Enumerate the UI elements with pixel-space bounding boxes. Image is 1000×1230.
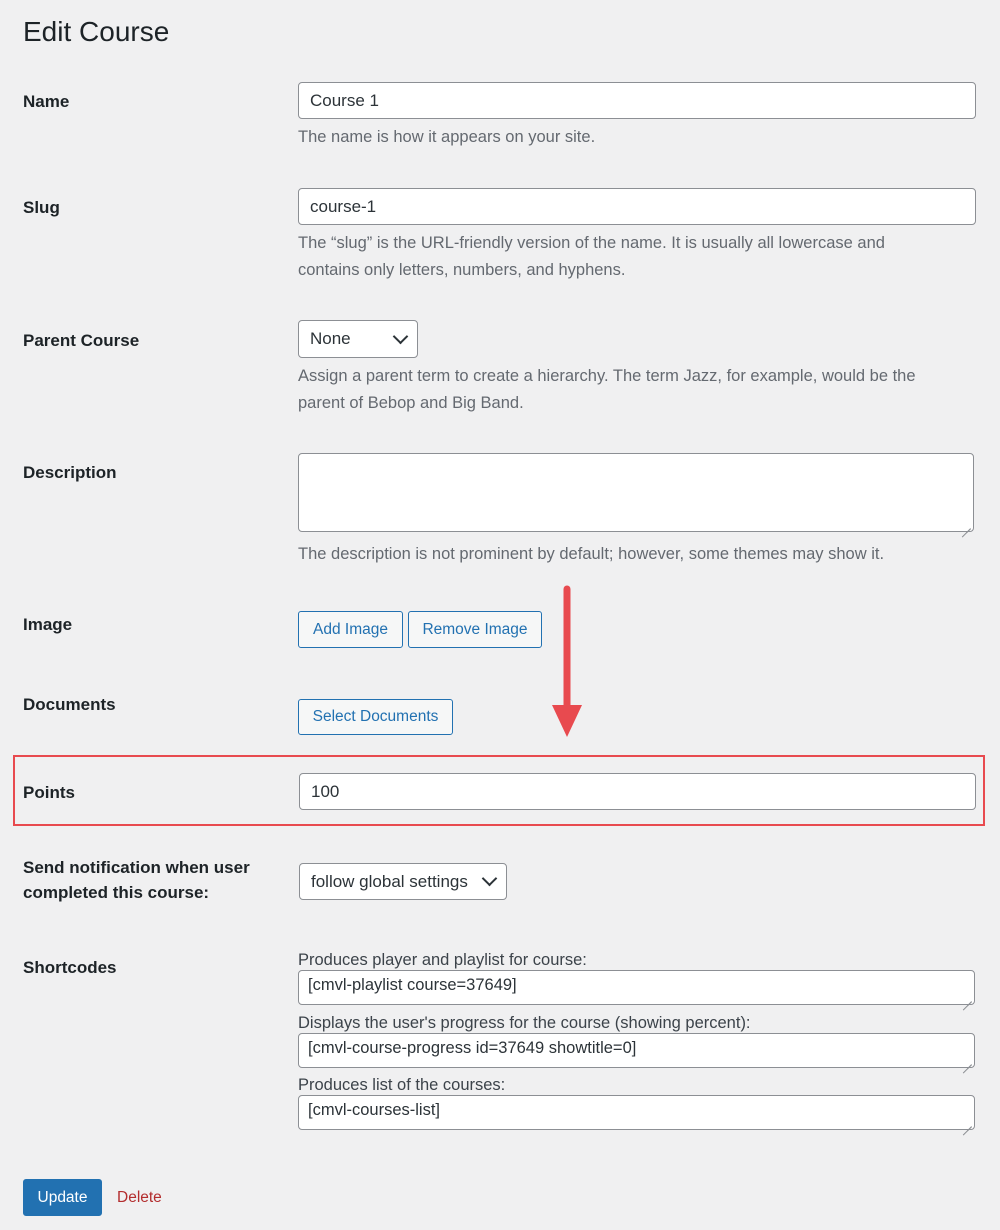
update-button[interactable]: Update [23,1179,102,1216]
resize-handle-icon[interactable] [962,1117,972,1127]
notification-select[interactable] [299,863,507,900]
name-label: Name [23,92,70,111]
notification-label: Send notification when user completed this course: [23,858,250,902]
documents-label: Documents [23,695,116,714]
shortcode-value: [cmvl-course-progress id=37649 showtitle=0] [308,1039,637,1057]
notification-selected: follow global settings [311,871,468,891]
parent-course-select[interactable] [298,320,418,358]
name-input-value: Course 1 [310,90,379,110]
parent-course-description: Assign a parent term to create a hierarchy. The term Jazz, for example, would be the parent of Bebop and Big Band. [298,367,916,412]
shortcode-textarea[interactable] [298,970,975,1005]
points-input[interactable] [299,773,976,810]
shortcode-caption: Produces list of the courses: [298,1076,506,1094]
select-documents-button[interactable]: Select Documents [298,699,453,735]
parent-course-selected: None [310,329,351,348]
resize-handle-icon[interactable] [962,992,972,1002]
shortcode-value: [cmvl-courses-list] [308,1101,441,1119]
delete-link[interactable]: Delete [117,1189,162,1206]
name-description: The name is how it appears on your site. [298,128,596,146]
chevron-down-icon [482,871,498,887]
resize-handle-icon[interactable] [961,519,971,529]
shortcode-caption: Displays the user's progress for the course (showing percent): [298,1014,751,1032]
slug-label: Slug [23,198,60,217]
chevron-down-icon [393,328,409,344]
shortcode-caption: Produces player and playlist for course: [298,951,587,969]
description-textarea[interactable] [298,453,974,532]
points-input-value: 100 [311,781,340,801]
shortcodes-label: Shortcodes [23,958,117,977]
shortcode-textarea[interactable] [298,1095,975,1130]
points-label: Points [23,783,75,802]
remove-image-button[interactable]: Remove Image [408,611,542,648]
slug-input[interactable] [298,188,976,225]
add-image-button[interactable]: Add Image [298,611,403,648]
description-label: Description [23,463,117,482]
slug-description: The “slug” is the URL-friendly version of the name. It is usually all lowercase and contains only letters, numbers, and hyphens. [298,234,885,279]
slug-input-value: course-1 [310,196,377,216]
resize-handle-icon[interactable] [962,1055,972,1065]
shortcode-textarea[interactable] [298,1033,975,1068]
image-label: Image [23,615,73,634]
parent-course-label: Parent Course [23,331,140,350]
arrow-down-icon [548,585,586,740]
name-input[interactable] [298,82,976,119]
page-title: Edit Course [23,16,170,47]
description-help: The description is not prominent by default; however, some themes may show it. [298,545,885,563]
shortcode-value: [cmvl-playlist course=37649] [308,976,517,994]
